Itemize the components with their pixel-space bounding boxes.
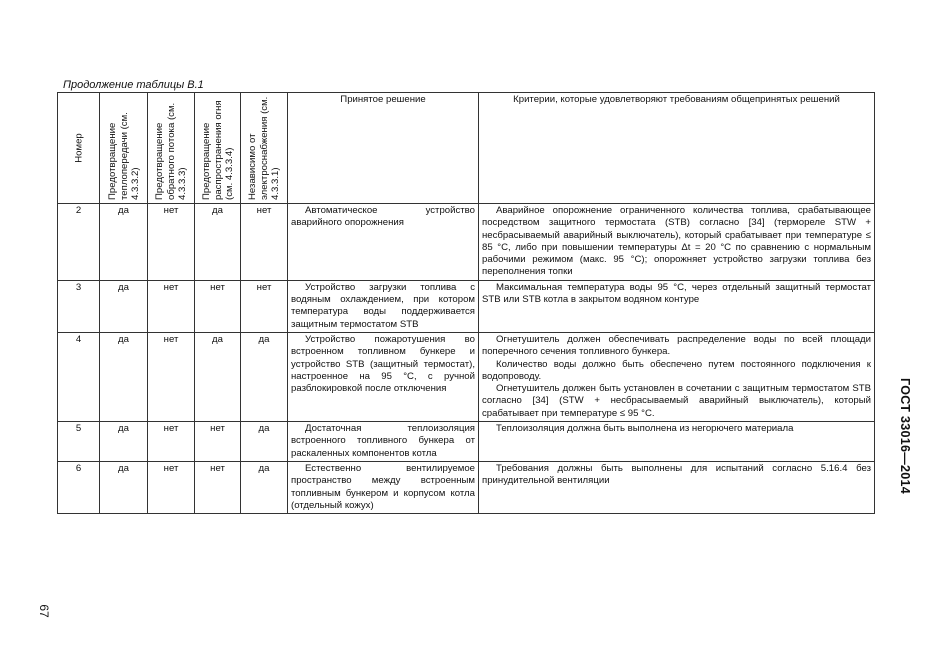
criteria-paragraph: Количество воды должно быть обеспечено путем постоянного подключения к водопроводу. [482,358,871,382]
criteria-paragraph: Аварийное опорожнение ограниченного количества топлива, срабатывающее посредством защитного термостата (STB) согласно [34] (термореле STW + несбрасываемый аварийный выключатель), который срабатывает при температуре ≤ 85 °С, либо при повышении температуры Δt = 20 °С по сравнению с нормальным рабочими режимом (макс. 95 °С); опорожняет устройство загрузки топлива без переполнения топки [482,205,871,278]
cell-heat-transfer: да [100,332,148,421]
cell-solution [288,332,479,421]
cell-fire-spread: нет [195,280,241,332]
cell-power-independent: нет [241,204,288,281]
header-power-independent-text: Независимо от электроснабжения (см. 4.3.3.1) [246,96,281,200]
table-b1-continuation [57,92,875,514]
cell-solution [288,204,479,281]
table-row [58,280,875,332]
cell-backflow: нет [148,332,195,421]
table-row [58,332,875,421]
cell-power-independent: да [241,422,288,462]
table-row [58,422,875,462]
cell-solution [288,461,479,513]
cell-heat-transfer: да [100,422,148,462]
cell-criteria [479,280,875,332]
row-number: 3 [58,280,100,332]
table-row [58,461,875,513]
header-power-independent [241,93,288,204]
solution-text: Естественно вентилируемое пространство между встроенным топливным бункером и корпусом котла (отдельный кожух) [291,462,475,511]
row-number: 6 [58,461,100,513]
cell-power-independent: нет [241,280,288,332]
table-row [58,204,875,281]
cell-criteria [479,332,875,421]
criteria-paragraph: Огнетушитель должен обеспечивать распределение воды по всей площади поперечного сечения топливного бункера. [482,333,871,358]
header-solution: Принятое решение [288,93,479,204]
cell-backflow: нет [148,461,195,513]
header-heat-transfer [100,93,148,204]
criteria-paragraph: Огнетушитель должен быть установлен в сочетании с защитным термостатом STB согласно [34] (STW + несбрасываемый аварийный выключатель), который срабатывает при температуре ≤ 95 °С. [482,383,871,419]
cell-fire-spread: да [195,332,241,421]
table-header-row [58,93,875,204]
solution-text: Автоматическое устройство аварийного опорожнения [291,205,475,229]
header-fire-spread-text: Предотвращение распространения огня (см. 4.3.3.4) [200,100,235,200]
solution-text: Устройство пожаротушения во встроенном топливном бункере и устройство STB (защитный термостат), настроенное на 95 °С, с ручной разблокировкой после отключения [291,333,475,395]
standard-designation: ГОСТ 33016—2014 [898,377,912,495]
cell-backflow: нет [148,280,195,332]
row-number: 2 [58,204,100,281]
cell-solution [288,422,479,462]
solution-text: Достаточная теплоизоляция встроенного топливного бункера от раскаленных компонентов котла [291,423,475,459]
cell-fire-spread: нет [195,422,241,462]
header-heat-transfer-text: Предотвращение теплопередачи (см. 4.3.3.2) [106,112,141,200]
cell-power-independent: да [241,332,288,421]
cell-solution [288,280,479,332]
page-number: 67 [37,604,51,618]
header-number-text: Номер [72,133,84,163]
cell-criteria [479,461,875,513]
header-fire-spread [195,93,241,204]
cell-fire-spread: да [195,204,241,281]
cell-backflow: нет [148,422,195,462]
cell-heat-transfer: да [100,280,148,332]
criteria-paragraph: Требования должны быть выполнены для испытаний согласно 5.16.4 без принудительной вентиляции [482,462,871,487]
cell-criteria [479,204,875,281]
cell-power-independent: да [241,461,288,513]
header-criteria: Критерии, которые удовлетворяют требованиям общепринятых решений [479,93,875,204]
table-caption: Продолжение таблицы В.1 [63,79,204,91]
solution-text: Устройство загрузки топлива с водяным охлаждением, при котором температура воды поддерживается защитным термостатом STB [291,281,475,330]
criteria-paragraph: Теплоизоляция должна быть выполнена из негорючего материала [496,423,794,435]
row-number: 4 [58,332,100,421]
cell-heat-transfer: да [100,204,148,281]
cell-heat-transfer: да [100,461,148,513]
cell-criteria [479,422,875,462]
cell-backflow: нет [148,204,195,281]
row-number: 5 [58,422,100,462]
header-number [58,93,100,204]
header-backflow [148,93,195,204]
criteria-paragraph: Максимальная температура воды 95 °С, через отдельный защитный термостат STB или STB котла в закрытом водяном контуре [482,281,871,306]
header-backflow-text: Предотвращение обратного потока (см. 4.3.3.3) [153,102,188,200]
cell-fire-spread: нет [195,461,241,513]
